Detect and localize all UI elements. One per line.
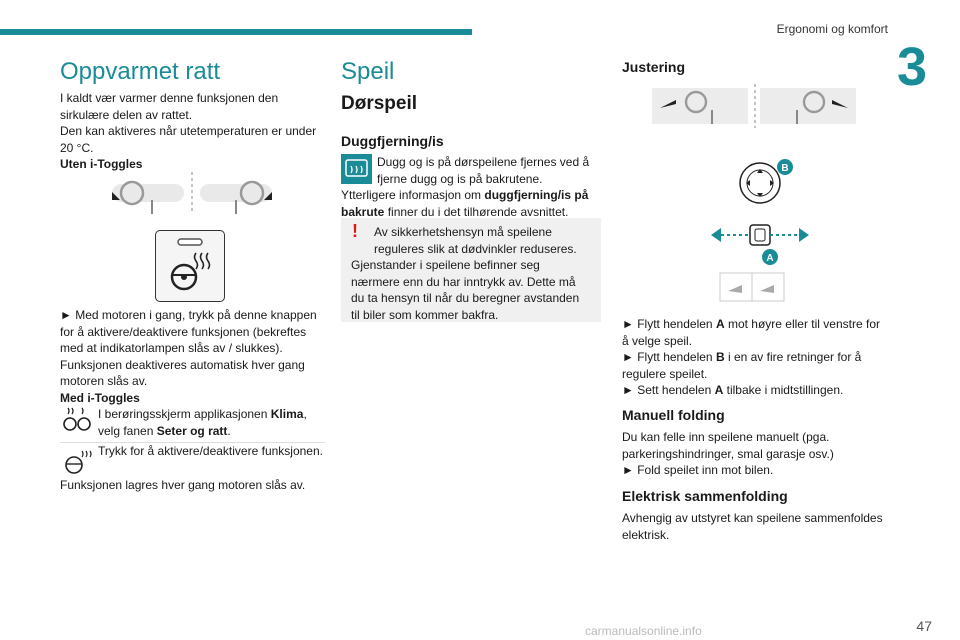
mirror-position-illustration — [652, 84, 862, 128]
temp-text: Den kan aktiveres når utetemperaturen er under 20 °C. — [60, 124, 317, 155]
defog-more-b: duggfjerning/is på bakrute — [341, 188, 589, 219]
heading-door-mirrors: Dørspeil — [341, 93, 418, 114]
row1-climate: Klima — [270, 407, 304, 421]
toggle-row-climate — [60, 406, 325, 440]
with-toggles-label: Med i-Toggles — [60, 390, 140, 405]
defog-more-c: finner du i det tilhørende avsnittet. — [384, 204, 569, 219]
heading-adjustment: Justering — [622, 59, 686, 75]
step-1 — [622, 316, 887, 349]
chapter-number: 3 — [896, 37, 927, 97]
step-2-c: i en av fire retninger for å regulere speilet. — [622, 350, 862, 381]
title-heated-wheel: Oppvarmet ratt — [60, 58, 221, 85]
rear-defrost-icon — [341, 154, 372, 184]
heated-wheel-small-icon — [60, 443, 94, 477]
step-3-c: tilbake i midtstillingen. — [723, 383, 844, 397]
header-accent-bar — [0, 29, 472, 35]
heading-manual-folding: Manuell folding — [622, 407, 725, 423]
memory-text: Funksjonen lagres hver gang motoren slås av. — [60, 478, 306, 492]
electric-text: Avhengig av utstyret kan speilene sammenfoldes elektrisk. — [622, 511, 883, 542]
label-A: A — [766, 253, 774, 264]
defog-more-info — [341, 187, 603, 220]
climate-seat-icon — [60, 406, 94, 440]
manual-text: Du kan felle inn speilene manuelt (pga. parkeringshindringer, smal garasje osv.) — [622, 430, 834, 461]
defog-text: Dugg og is på dørspeilene fjernes ved å fjerne dugg og is på bakrutene. — [377, 155, 590, 186]
step-2 — [622, 349, 887, 382]
row2-text: Trykk for å aktivere/deaktivere funksjonen. — [98, 444, 323, 458]
warning-text-2: Gjenstander i speilene befinner seg nærmere enn du har inntrykk av. Dette må du ta hensyn til når du beregner avstanden til biler som kommer bakfra. — [351, 258, 580, 322]
row1-text-c: , — [303, 407, 307, 421]
step-1-lever: A — [715, 317, 725, 331]
page-number: 47 — [916, 618, 932, 634]
defog-more-a: Ytterligere informasjon om — [341, 188, 485, 202]
step-3-a: ► Sett hendelen — [622, 383, 715, 397]
heading-defog: Duggfjerning/is — [341, 133, 444, 149]
intro-text: I kaldt vær varmer denne funksjonen den sirkulære delen av rattet. — [60, 91, 279, 122]
steering-wheel-illustration — [112, 170, 272, 218]
step-2-a: ► Flytt hendelen — [622, 350, 716, 364]
warning-icon: ! — [352, 221, 358, 241]
mirror-control-illustration — [705, 155, 815, 305]
step-3-lever: A — [714, 383, 724, 397]
row1-seats-tab: Seter og ratt — [156, 423, 228, 438]
manual-step: ► Fold speilet inn mot bilen. — [622, 463, 774, 477]
safety-callout — [341, 218, 601, 322]
label-B: B — [781, 163, 789, 174]
defog-row — [341, 154, 603, 187]
step-1-a: ► Flytt hendelen — [622, 317, 716, 331]
row1-text-a: I berøringsskjerm applikasjonen — [98, 407, 271, 421]
step-2-lever: B — [715, 350, 725, 364]
heated-wheel-icon — [156, 231, 224, 301]
heading-electric-folding: Elektrisk sammenfolding — [622, 488, 788, 504]
row1-text-d: velg fanen — [98, 423, 157, 438]
section-title: Ergonomi og komfort — [776, 22, 888, 36]
heated-wheel-button — [155, 230, 225, 302]
without-toggles-label: Uten i-Toggles — [60, 157, 143, 171]
step-3 — [622, 382, 887, 399]
warning-text-1: Av sikkerhetshensyn må speilene reguleres slik at dødvinkler reduseres. — [374, 225, 577, 256]
row1-text-f: . — [227, 423, 231, 438]
watermark: carmanualsonline.info — [585, 624, 702, 638]
instruction-text: ► Med motoren i gang, trykk på denne knappen for å aktivere/deaktivere funksjonen (bekreftes med at indikatorlampen slås av / slukkes). — [60, 308, 317, 355]
toggle-row-heated-wheel — [60, 442, 325, 477]
auto-off-text: Funksjonen deaktiveres automatisk hver gang motoren slås av. — [60, 357, 305, 388]
step-1-c: mot høyre eller til venstre for å velge speil. — [622, 317, 880, 348]
title-mirrors: Speil — [341, 58, 395, 85]
